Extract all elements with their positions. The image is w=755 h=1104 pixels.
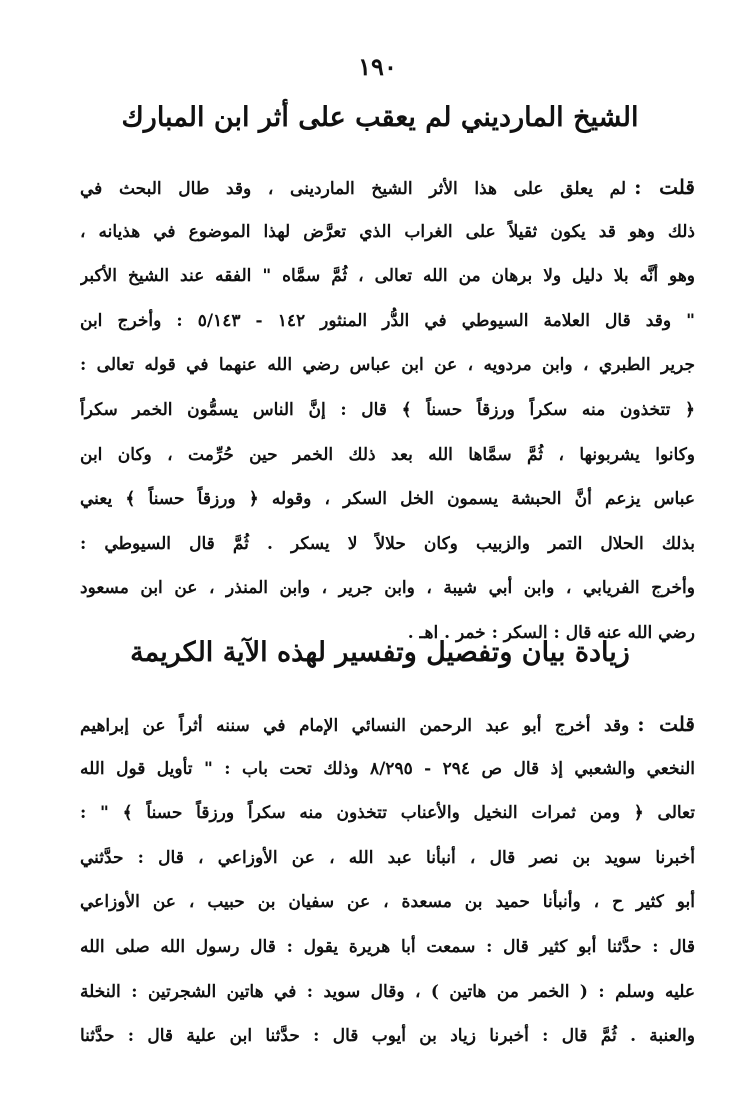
text-line: عباس يزعم أنَّ الحبشة يسمون الخل السكر ، وقوله ﴿ ورزقاً حسناً ﴾ يعني: [80, 489, 695, 510]
text-line: بذلك الحلال التمر والزبيب وكان حلالاً لا يسكر . ثُمَّ قال السيوطي :: [80, 533, 695, 554]
page-number: ١٩٠: [358, 52, 397, 81]
section-1-body: [80, 165, 695, 656]
section-2-body: [80, 702, 695, 1059]
text-line: تعالى ﴿ ومن ثمرات النخيل والأعناب تتخذون منه سكراً ورزقاً حسناً ﴾ " :: [80, 803, 695, 824]
text-line: ذلك وهو قد يكون ثقيلاً على الغراب الذي تعرَّض لهذا الموضوع في هذيانه ،: [80, 221, 695, 242]
text-line: وكانوا يشربونها ، ثُمَّ سمَّاها الله بعد ذلك الخمر حين حُرِّمت ، وكان ابن: [80, 444, 695, 465]
text-line: رضي الله عنه قال : السكر : خمر . اهـ .: [407, 622, 695, 643]
text-line: قال : حدَّثنا أبو كثير قال : سمعت أبا هريرة يقول : قال رسول الله صلى الله: [80, 936, 695, 957]
lead-word: قلت :: [634, 175, 695, 199]
text-line: قلت :وقد أخرج أبو عبد الرحمن النسائي الإمام في سننه أثراً عن إبراهيم: [80, 712, 695, 736]
lead-word: قلت :: [637, 712, 695, 736]
text-line: وهو أنَّه بلا دليل ولا برهان من الله تعالى ، ثُمَّ سمَّاه " الفقه عند الشيخ الأكبر: [80, 266, 695, 287]
text-line: عليه وسلم : ( الخمر من هاتين ) ، وقال سويد : في هاتين الشجرتين : النخلة: [80, 981, 695, 1002]
text-line: قلت :لم يعلق على هذا الأثر الشيخ الماردينى ، وقد طال البحث في: [80, 175, 695, 199]
text-line: والعنبة . ثُمَّ قال : أخبرنا زياد بن أيوب قال : حدَّثنا ابن علية قال : حدَّثنا: [80, 1026, 695, 1047]
text-line: جرير الطبري ، وابن مردويه ، عن ابن عباس رضي الله عنهما في قوله تعالى :: [80, 355, 695, 376]
text-line: أخبرنا سويد بن نصر قال ، أنبأنا عبد الله ، عن الأوزاعي ، قال : حدَّثني: [80, 847, 695, 868]
text-line: " وقد قال العلامة السيوطي في الدُّر المنثور ١٤٢ - ٥/١٤٣ : وأخرج ابن: [80, 310, 695, 331]
section-heading-2: زيادة بيان وتفصيل وتفسير لهذه الآية الكريمة: [130, 637, 630, 668]
text-line: النخعي والشعبي إذ قال ص ٢٩٤ - ٨/٢٩٥ وذلك تحت باب : " تأويل قول الله: [80, 758, 695, 779]
text-line: ﴿ تتخذون منه سكراً ورزقاً حسناً ﴾ قال : إنَّ الناس يسمُّون الخمر سكراً: [80, 399, 695, 420]
text-line: وأخرج الفريابي ، وابن أبي شيبة ، وابن جرير ، وابن المنذر ، عن ابن مسعود: [80, 578, 695, 599]
text-line: أبو كثير ح ، وأنبأنا حميد بن مسعدة ، عن سفيان بن حبيب ، عن الأوزاعي: [80, 892, 695, 913]
section-heading-1: الشيخ المارديني لم يعقب على أثر ابن المبارك: [121, 102, 639, 133]
